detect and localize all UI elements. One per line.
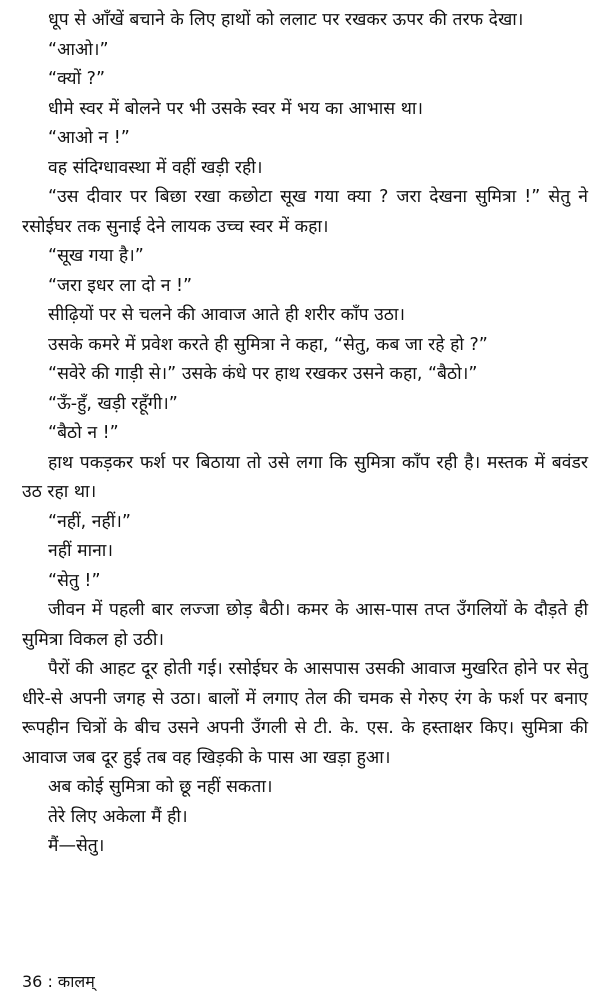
paragraph: वह संदिग्धावस्था में वहीं खड़ी रही।	[48, 157, 263, 178]
paragraph: मैं—सेतु।	[48, 836, 105, 856]
paragraph: “सेतु !”	[48, 570, 101, 591]
paragraph: सीढ़ियों पर से चलने की आवाज आते ही शरीर काँप उठा।	[48, 305, 406, 325]
body-text	[22, 6, 588, 862]
paragraph: तेरे लिए अकेला मैं ही।	[48, 806, 188, 827]
paragraph: पैरों की आहट दूर होती गई। रसोईघर के आसपास उसकी आवाज मुखरित होने पर सेतु धीरे-से अपनी जगह से उठा। बालों में लगाए तेल की चमक से गेरुए रंग के फर्श पर बनाए रूपहीन चित्रों के बीच उसने अपनी उँगली से टी. के. एस. के हस्ताक्षर किए। सुमित्रा की आवाज जब दूर हुई तब वह खिड़की के पास आ खड़ा हुआ।	[22, 659, 588, 768]
paragraph: जीवन में पहली बार लज्जा छोड़ बैठी। कमर के आस-पास तप्त उँगलियों के दौड़ते ही सुमित्रा विकल हो उठी।	[22, 600, 588, 650]
paragraph: अब कोई सुमित्रा को छू नहीं सकता।	[48, 777, 273, 797]
paragraph: “बैठो न !”	[48, 423, 119, 443]
paragraph: नहीं माना।	[48, 541, 113, 561]
paragraph: “उस दीवार पर बिछा रखा कछोटा सूख गया क्या ? जरा देखना सुमित्रा !” सेतु ने रसोईघर तक सुनाई देने लायक उच्च स्वर में कहा।	[22, 187, 588, 237]
paragraph: “जरा इधर ला दो न !”	[48, 275, 193, 296]
paragraph: “नहीं, नहीं।”	[48, 511, 131, 532]
paragraph: “सूख गया है।”	[48, 246, 144, 266]
paragraph: “ऊँ-हुँ, खड़ी रहूँगी।”	[48, 393, 178, 414]
paragraph: “क्यों ?”	[48, 69, 106, 89]
paragraph: “आओ न !”	[48, 128, 130, 148]
paragraph: हाथ पकड़कर फर्श पर बिठाया तो उसे लगा कि सुमित्रा काँप रही है। मस्तक में बवंडर उठ रहा था।	[22, 452, 588, 502]
paragraph: “आओ।”	[48, 39, 109, 60]
paragraph: धूप से आँखें बचाने के लिए हाथों को ललाट पर रखकर ऊपर की तरफ देखा।	[48, 10, 524, 30]
page-footer: 36 : कालम्	[22, 972, 95, 991]
paragraph: धीमे स्वर में बोलने पर भी उसके स्वर में भय का आभास था।	[48, 98, 424, 119]
paragraph: उसके कमरे में प्रवेश करते ही सुमित्रा ने कहा, “सेतु, कब जा रहे हो ?”	[48, 334, 488, 355]
paragraph: “सवेरे की गाड़ी से।” उसके कंधे पर हाथ रखकर उसने कहा, “बैठो।”	[48, 364, 478, 384]
